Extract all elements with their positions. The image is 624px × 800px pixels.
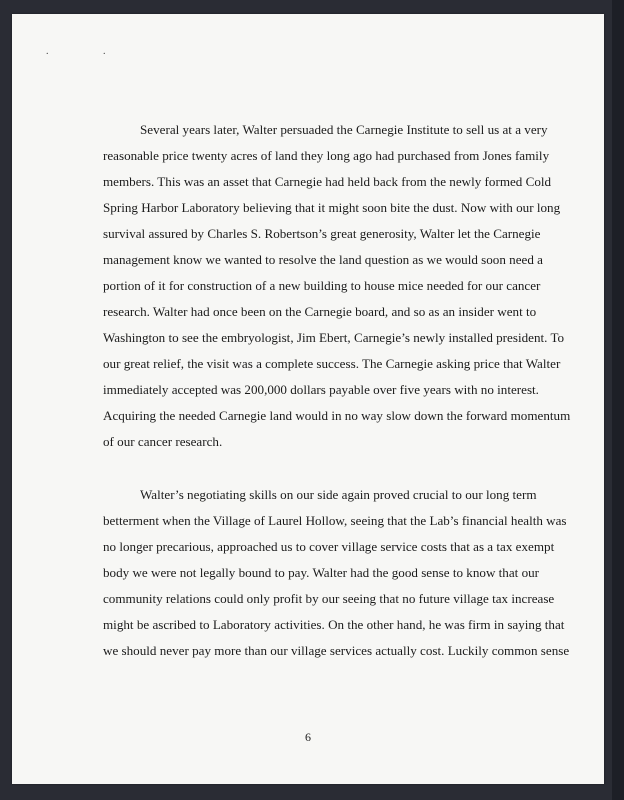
- text-line: Washington to see the embryologist, Jim Ebert, Carnegie’s newly installed president. To: [103, 330, 565, 345]
- stray-marks: . .: [46, 46, 132, 57]
- text-line: immediately accepted was 200,000 dollars payable over five years with no interest.: [103, 382, 539, 397]
- text-line: Walter’s negotiating skills on our side again proved crucial to our long term: [140, 487, 537, 502]
- text-line: portion of it for construction of a new building to house mice needed for our cancer: [103, 278, 541, 293]
- text-line: community relations could only profit by our seeing that no future village tax increase: [103, 591, 555, 606]
- text-line: we should never pay more than our village services actually cost. Luckily common sense: [103, 643, 570, 658]
- text-line: reasonable price twenty acres of land they long ago had purchased from Jones family: [103, 148, 550, 163]
- text-line: our great relief, the visit was a complete success. The Carnegie asking price that Walter: [103, 356, 561, 371]
- text-line: management know we wanted to resolve the land question as we would soon need a: [103, 252, 543, 267]
- text-line: Several years later, Walter persuaded the Carnegie Institute to sell us at a very: [140, 122, 548, 137]
- text-line: research. Walter had once been on the Carnegie board, and so as an insider went to: [103, 304, 537, 319]
- text-line: Spring Harbor Laboratory believing that it might soon bite the dust. Now with our long: [103, 200, 561, 215]
- text-line: body we were not legally bound to pay. Walter had the good sense to know that our: [103, 565, 540, 580]
- paragraph-2: [103, 482, 570, 664]
- document-page: [12, 14, 604, 784]
- page-number: 6: [305, 730, 311, 744]
- text-line: of our cancer research.: [103, 434, 223, 449]
- text-line: no longer precarious, approached us to cover village service costs that as a tax exempt: [103, 539, 555, 554]
- paragraph-1: [103, 117, 571, 455]
- text-line: might be ascribed to Laboratory activities. On the other hand, he was firm in saying that: [103, 617, 565, 632]
- text-line: Acquiring the needed Carnegie land would in no way slow down the forward momentum: [103, 408, 571, 423]
- text-line: betterment when the Village of Laurel Hollow, seeing that the Lab’s financial health was: [103, 513, 567, 528]
- scan-edge: [612, 0, 624, 800]
- text-line: survival assured by Charles S. Robertson’s great generosity, Walter let the Carnegie: [103, 226, 541, 241]
- text-line: members. This was an asset that Carnegie had held back from the newly formed Cold: [103, 174, 552, 189]
